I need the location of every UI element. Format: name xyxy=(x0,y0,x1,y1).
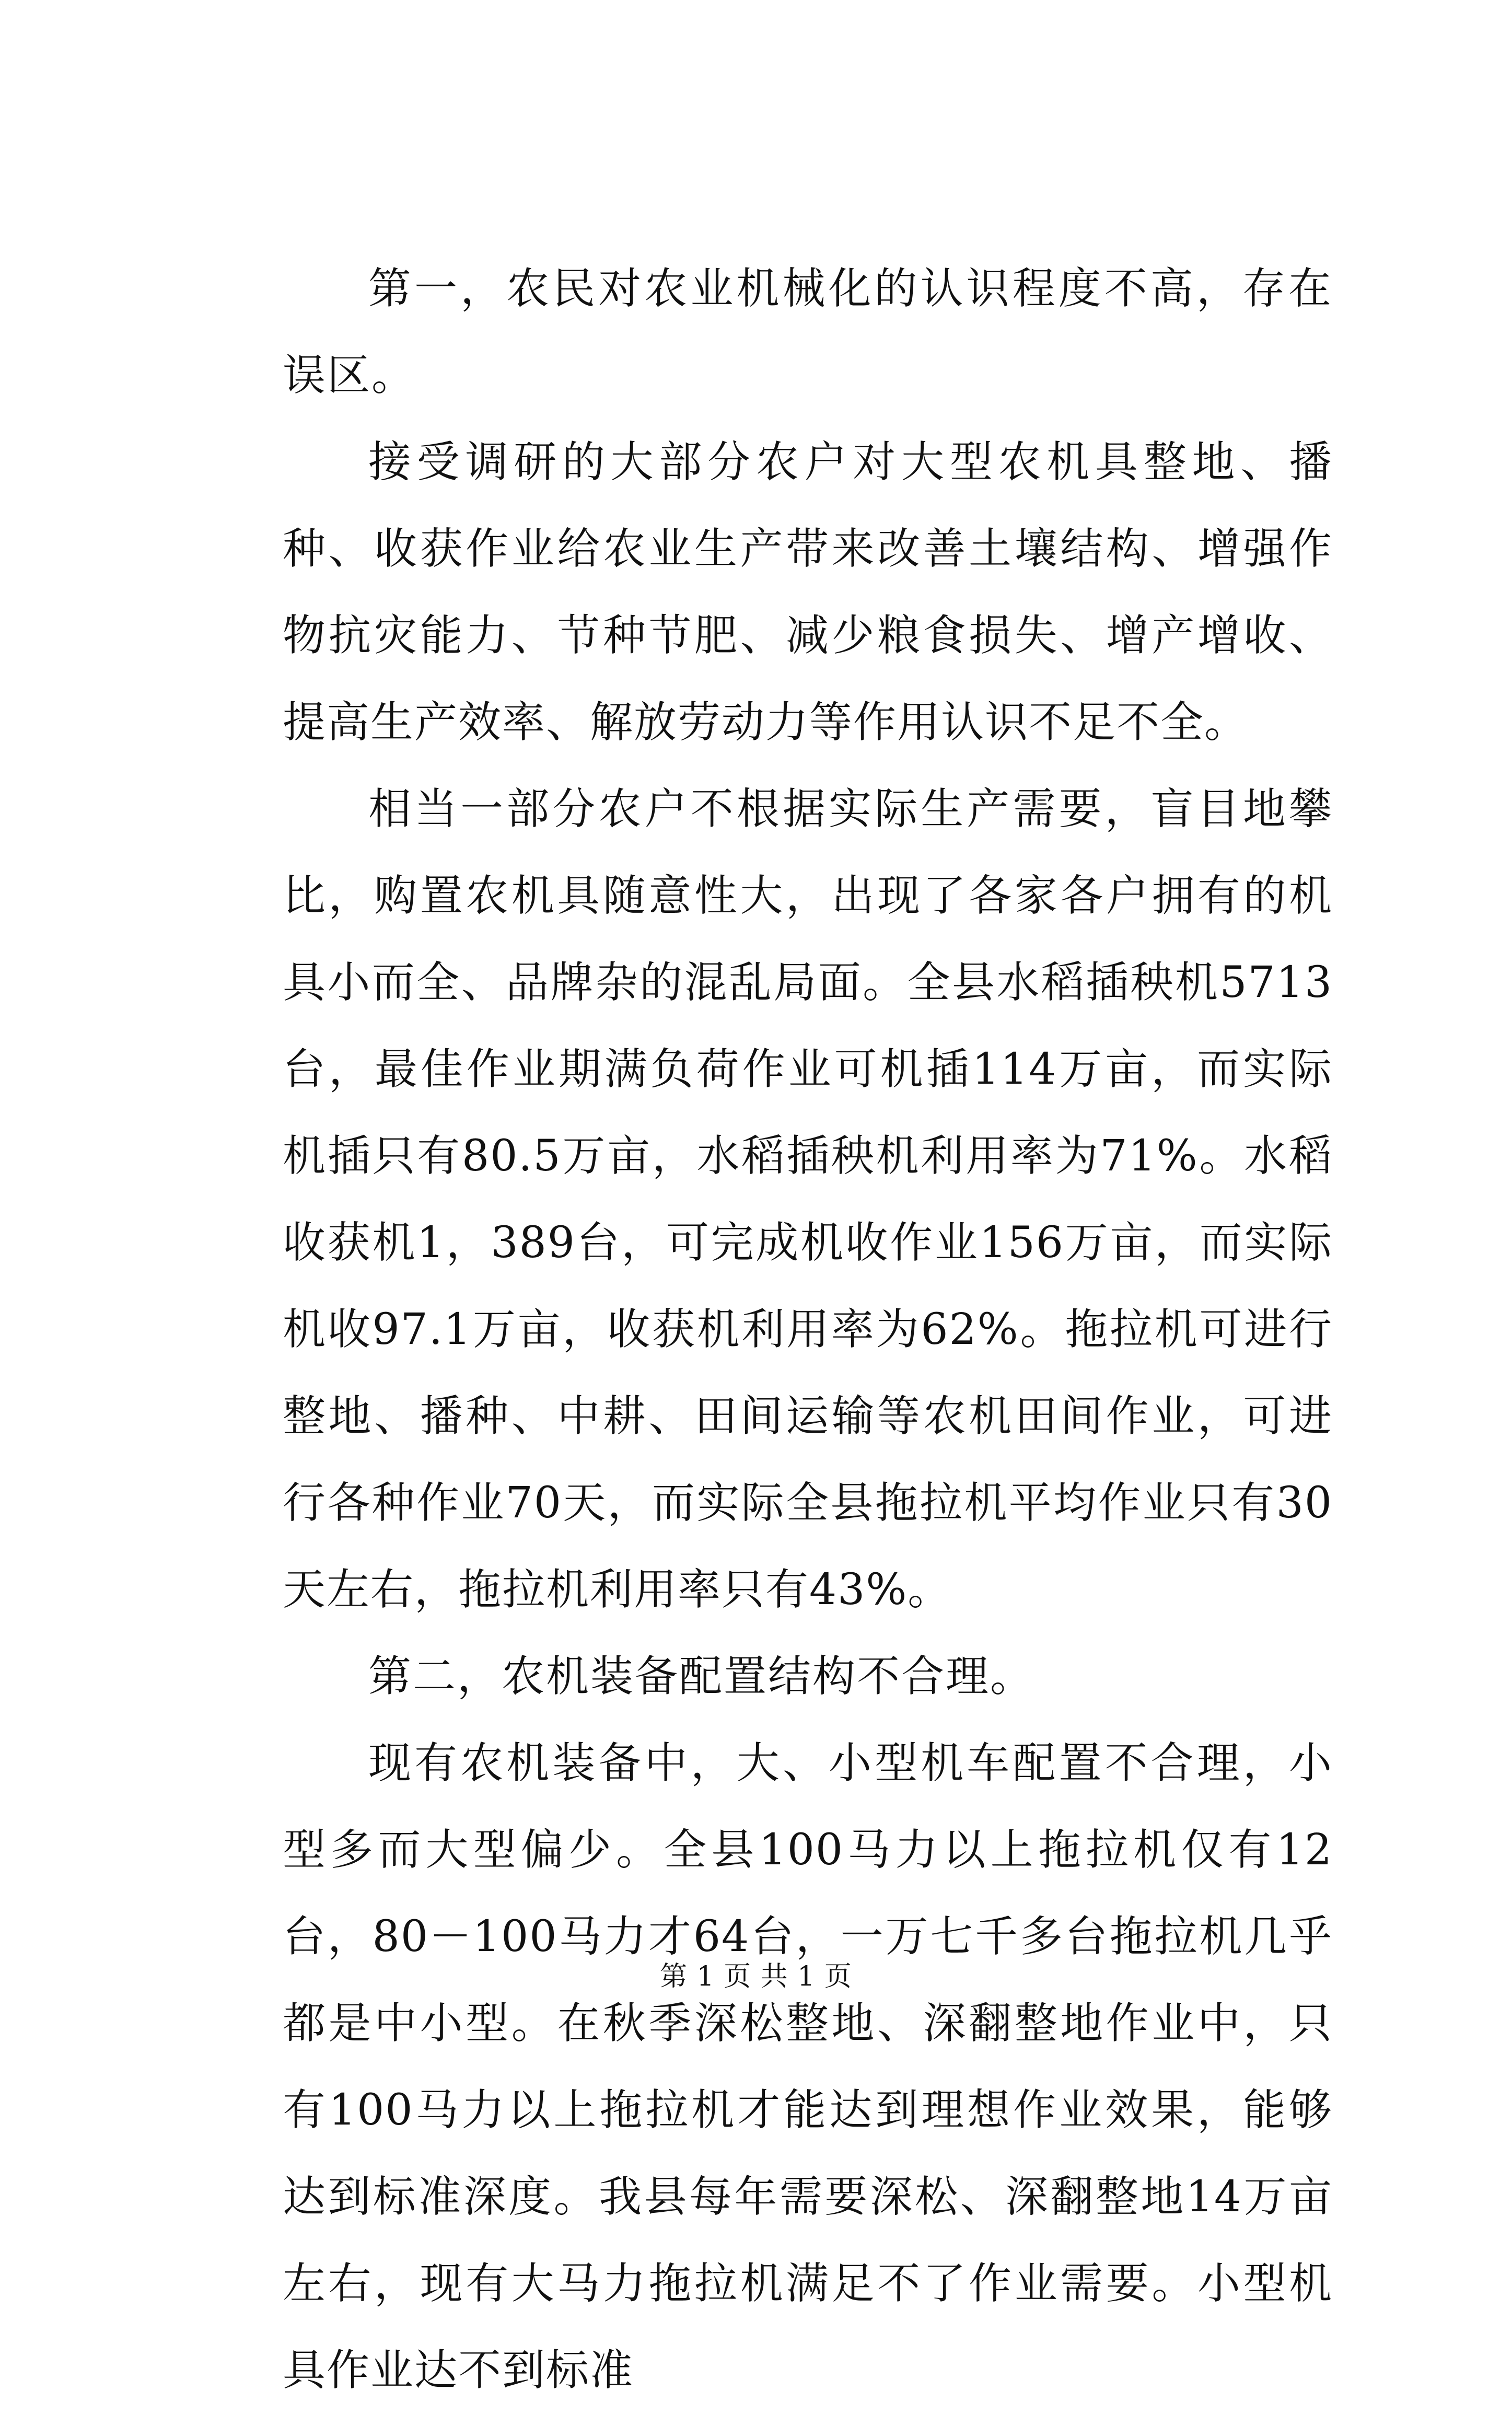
paragraph: 现有农机装备中，大、小型机车配置不合理，小型多而大型偏少。全县100马力以上拖拉机仅有12台，80－100马力才64台，一万七千多台拖拉机几乎都是中小型。在秋季深松整地、深翻整地作业中，只有100马力以上拖拉机才能达到理想作业效果，能够达到标准深度。我县每年需要深松、深翻整地14万亩左右，现有大马力拖拉机满足不了作业需要。小型机具作业达不到标准 xyxy=(283,1738,1333,2395)
section-heading-2: 第二，农机装备配置结构不合理。 xyxy=(368,1652,1035,1701)
document-body xyxy=(283,246,1333,2414)
paragraph: 相当一部分农户不根据实际生产需要，盲目地攀比，购置农机具随意性大，出现了各家各户拥有的机具小而全、品牌杂的混乱局面。全县水稻插秧机5713台，最佳作业期满负荷作业可机插114万亩，而实际机插只有80.5万亩，水稻插秧机利用率为71%。水稻收获机1，389台，可完成机收作业156万亩，而实际机收97.1万亩，收获机利用率为62%。拖拉机可进行整地、播种、中耕、田间运输等农机田间作业，可进行各种作业70天，而实际全县拖拉机平均作业只有30天左右，拖拉机利用率只有43%。 xyxy=(283,784,1333,1615)
section-heading-1: 第一，农民对农业机械化的认识程度不高，存在误区。 xyxy=(283,264,1333,400)
paragraph: 接受调研的大部分农户对大型农机具整地、播种、收获作业给农业生产带来改善土壤结构、增强作物抗灾能力、节种节肥、减少粮食损失、增产增收、提高生产效率、解放劳动力等作用认识不足不全。 xyxy=(283,437,1333,747)
page-number-footer: 第 1 页 共 1 页 xyxy=(660,1961,852,1992)
